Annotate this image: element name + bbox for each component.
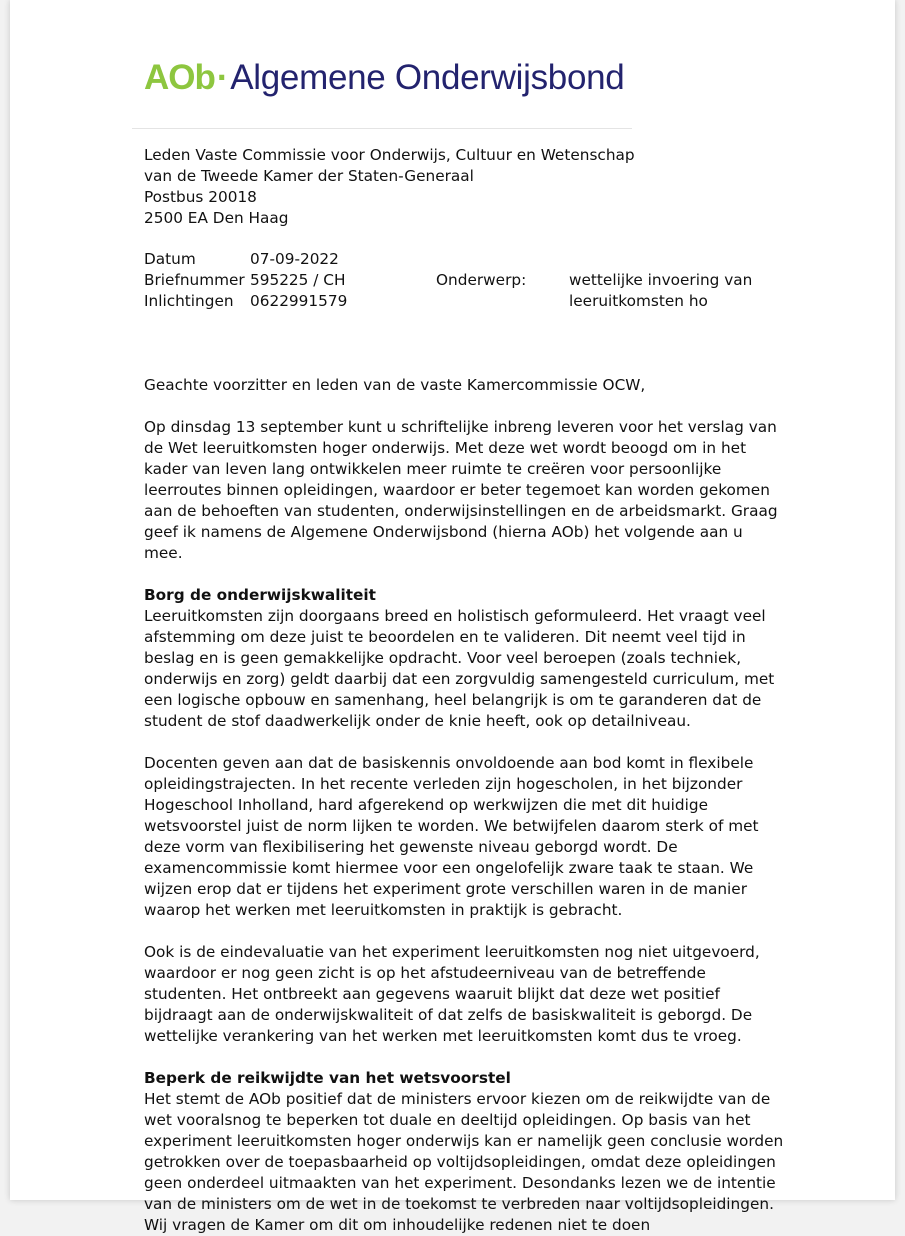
logo-mark: AOb [144, 58, 215, 97]
datum-label: Datum [144, 250, 196, 268]
section-heading: Beperk de reikwijdte van het wetsvoorstel [144, 1069, 511, 1087]
text-line: een logische opbouw en samenhang, heel belangrijk is om te garanderen dat de [144, 691, 762, 709]
text-line: getrokken over de toepasbaarheid op voltijdsopleidingen, omdat deze opleidingen [144, 1153, 776, 1171]
text-line: experiment leeruitkomsten hoger onderwijs kan er namelijk geen conclusie worden [144, 1132, 784, 1150]
text-line: leerroutes binnen opleidingen, waardoor er beter tegemoet kan worden gekomen [144, 481, 770, 499]
text-line: aan de behoeften van studenten, onderwijsinstellingen en de arbeidsmarkt. Graag [144, 502, 778, 520]
text-line: waarop het werken met leeruitkomsten in praktijk is gebracht. [144, 901, 623, 919]
text-line: wet vooralsnog te beperken tot duale en deeltijd opleidingen. Op basis van het [144, 1111, 751, 1129]
text-line: examencommissie komt hiermee voor een ongelofelijk zware taak te staan. We [144, 859, 754, 877]
onderwerp-label: Onderwerp: [436, 271, 527, 289]
inlichtingen-value: 0622991579 [250, 292, 348, 310]
text-line: bijdraagt aan de onderwijskwaliteit of dat zelfs de basiskwaliteit is geborgd. De [144, 1006, 753, 1024]
paragraph [144, 1089, 784, 1236]
address-line: 2500 EA Den Haag [144, 209, 289, 227]
text-line: Het stemt de AOb positief dat de ministers ervoor kiezen om de reikwijdte van de [144, 1090, 771, 1108]
text-line: deze vorm van flexibilisering het gewenste niveau geborgd wordt. De [144, 838, 678, 856]
paragraph [144, 606, 784, 732]
text-line: student de stof daadwerkelijk onder de knie heeft, ook op detailniveau. [144, 712, 691, 730]
recipient-address [144, 145, 635, 229]
text-line: kader van leven lang ontwikkelen meer ruimte te creëren voor persoonlijke [144, 460, 722, 478]
text-line: afstemming om deze juist te beoordelen en te valideren. Dit neemt veel tijd in [144, 628, 746, 646]
text-line: wetsvoorstel juist de norm lijken te worden. We betwijfelen daarom sterk of met [144, 817, 759, 835]
onderwerp-value-line1: wettelijke invoering van [569, 271, 753, 289]
onderwerp-value-line2: leeruitkomsten ho [569, 292, 708, 310]
intro-paragraph [144, 417, 784, 564]
text-line: Docenten geven aan dat de basiskennis onvoldoende aan bod komt in flexibele [144, 754, 754, 772]
text-line: studenten. Het ontbreekt aan gegevens waaruit blijkt dat deze wet positief [144, 985, 720, 1003]
inlichtingen-label: Inlichtingen [144, 292, 234, 310]
text-line: Leeruitkomsten zijn doorgaans breed en holistisch geformuleerd. Het vraagt veel [144, 607, 766, 625]
aob-logo [144, 58, 624, 104]
datum-value: 07-09-2022 [250, 250, 339, 268]
paragraph [144, 753, 784, 921]
address-line: Postbus 20018 [144, 188, 257, 206]
letter-body [144, 375, 784, 1236]
briefnummer-value: 595225 / CH [250, 271, 346, 289]
text-line: Wij vragen de Kamer om dit om inhoudelijke redenen niet te doen [144, 1216, 651, 1234]
header-divider [132, 128, 632, 129]
section-heading: Borg de onderwijskwaliteit [144, 586, 376, 604]
document-page [10, 0, 895, 1234]
text-line: Ook is de eindevaluatie van het experiment leeruitkomsten nog niet uitgevoerd, [144, 943, 760, 961]
text-line: beslag en is geen gemakkelijke opdracht. Voor veel beroepen (zoals techniek, [144, 649, 742, 667]
logo-name: Algemene Onderwijsbond [230, 58, 625, 97]
text-line: wijzen erop dat er tijdens het experiment grote verschillen waren in de manier [144, 880, 748, 898]
text-line: geen onderdeel uitmaakten van het experiment. Desondanks lezen we de intentie [144, 1174, 776, 1192]
text-line: wettelijke verankering van het werken met leeruitkomsten komt dus te vroeg. [144, 1027, 742, 1045]
text-line: de Wet leeruitkomsten hoger onderwijs. Met deze wet wordt beoogd om in het [144, 439, 747, 457]
logo-dot: · [216, 58, 229, 97]
text-line: Hogeschool Inholland, hard afgerekend op werkwijzen die met dit huidige [144, 796, 709, 814]
text-line: onderwijs en zorg) geldt daarbij dat een zorgvuldig samengesteld curriculum, met [144, 670, 775, 688]
paragraph [144, 942, 784, 1047]
text-line: opleidingstrajecten. In het recente verleden zijn hogescholen, in het bijzonder [144, 775, 743, 793]
text-line: Op dinsdag 13 september kunt u schriftelijke inbreng leveren voor het verslag van [144, 418, 777, 436]
text-line: geef ik namens de Algemene Onderwijsbond (hierna AOb) het volgende aan u mee. [144, 523, 743, 562]
text-line: van de ministers om de wet in de toekomst te verbreden naar voltijdsopleidingen. [144, 1195, 774, 1213]
text-line: waardoor er nog geen zicht is op het afstudeerniveau van de betreffende [144, 964, 706, 982]
address-line: van de Tweede Kamer der Staten-Generaal [144, 167, 474, 185]
address-line: Leden Vaste Commissie voor Onderwijs, Cultuur en Wetenschap [144, 146, 635, 164]
salutation: Geachte voorzitter en leden van de vaste Kamercommissie OCW, [144, 376, 646, 394]
briefnummer-label: Briefnummer [144, 271, 245, 289]
